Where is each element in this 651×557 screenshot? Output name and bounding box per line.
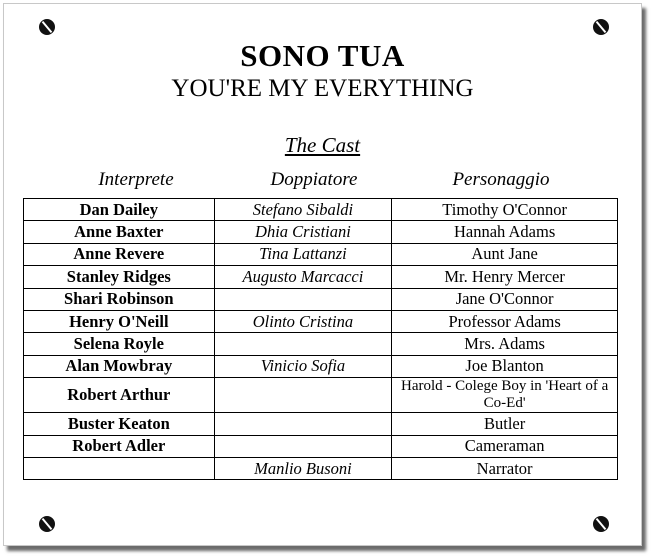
actor-cell: Buster Keaton (24, 413, 215, 435)
dubber-cell: Stefano Sibaldi (214, 199, 392, 221)
screw-icon (593, 19, 609, 35)
table-row (24, 355, 618, 377)
table-row (24, 435, 618, 457)
character-cell: Mrs. Adams (392, 333, 618, 355)
dubber-cell (214, 413, 392, 435)
actor-cell: Selena Royle (24, 333, 215, 355)
dubber-cell: Augusto Marcacci (214, 266, 392, 288)
screw-icon (593, 516, 609, 532)
column-header-dubber: Doppiatore (270, 169, 358, 190)
screw-icon (39, 19, 55, 35)
character-cell: Joe Blanton (392, 355, 618, 377)
actor-cell: Shari Robinson (24, 288, 215, 310)
actor-cell: Dan Dailey (24, 199, 215, 221)
character-cell: Jane O'Connor (392, 288, 618, 310)
dubber-cell: Tina Lattanzi (214, 243, 392, 265)
actor-cell: Robert Arthur (24, 378, 215, 413)
table-row (24, 457, 618, 479)
cast-table (23, 198, 618, 480)
dubber-cell: Dhia Cristiani (214, 221, 392, 243)
character-cell: Aunt Jane (392, 243, 618, 265)
table-row (24, 199, 618, 221)
column-header-actor: Interprete (98, 169, 174, 190)
table-row (24, 221, 618, 243)
section-heading: The Cast (284, 133, 361, 157)
character-cell: Hannah Adams (392, 221, 618, 243)
actor-cell: Robert Adler (24, 435, 215, 457)
dubber-cell (214, 288, 392, 310)
dubber-cell (214, 333, 392, 355)
character-cell: Mr. Henry Mercer (392, 266, 618, 288)
page-subtitle: YOU'RE MY EVERYTHING (171, 75, 474, 102)
cast-plaque (3, 3, 642, 546)
dubber-cell (214, 435, 392, 457)
actor-cell: Alan Mowbray (24, 355, 215, 377)
table-row (24, 413, 618, 435)
character-cell: Narrator (392, 457, 618, 479)
character-cell: Cameraman (392, 435, 618, 457)
table-row (24, 288, 618, 310)
character-cell: Professor Adams (392, 310, 618, 332)
actor-cell: Henry O'Neill (24, 310, 215, 332)
actor-cell: Anne Revere (24, 243, 215, 265)
table-row (24, 310, 618, 332)
column-header-character: Personaggio (452, 169, 550, 190)
dubber-cell: Vinicio Sofia (214, 355, 392, 377)
table-row (24, 378, 618, 413)
table-row (24, 333, 618, 355)
dubber-cell: Olinto Cristina (214, 310, 392, 332)
character-cell: Butler (392, 413, 618, 435)
character-cell: Harold - Colege Boy in 'Heart of a Co-Ed' (392, 378, 618, 413)
table-row (24, 243, 618, 265)
actor-cell: Anne Baxter (24, 221, 215, 243)
dubber-cell (214, 378, 392, 413)
table-row (24, 266, 618, 288)
page-title: SONO TUA (240, 38, 405, 73)
actor-cell (24, 457, 215, 479)
screw-icon (39, 516, 55, 532)
dubber-cell: Manlio Busoni (214, 457, 392, 479)
actor-cell: Stanley Ridges (24, 266, 215, 288)
character-cell: Timothy O'Connor (392, 199, 618, 221)
